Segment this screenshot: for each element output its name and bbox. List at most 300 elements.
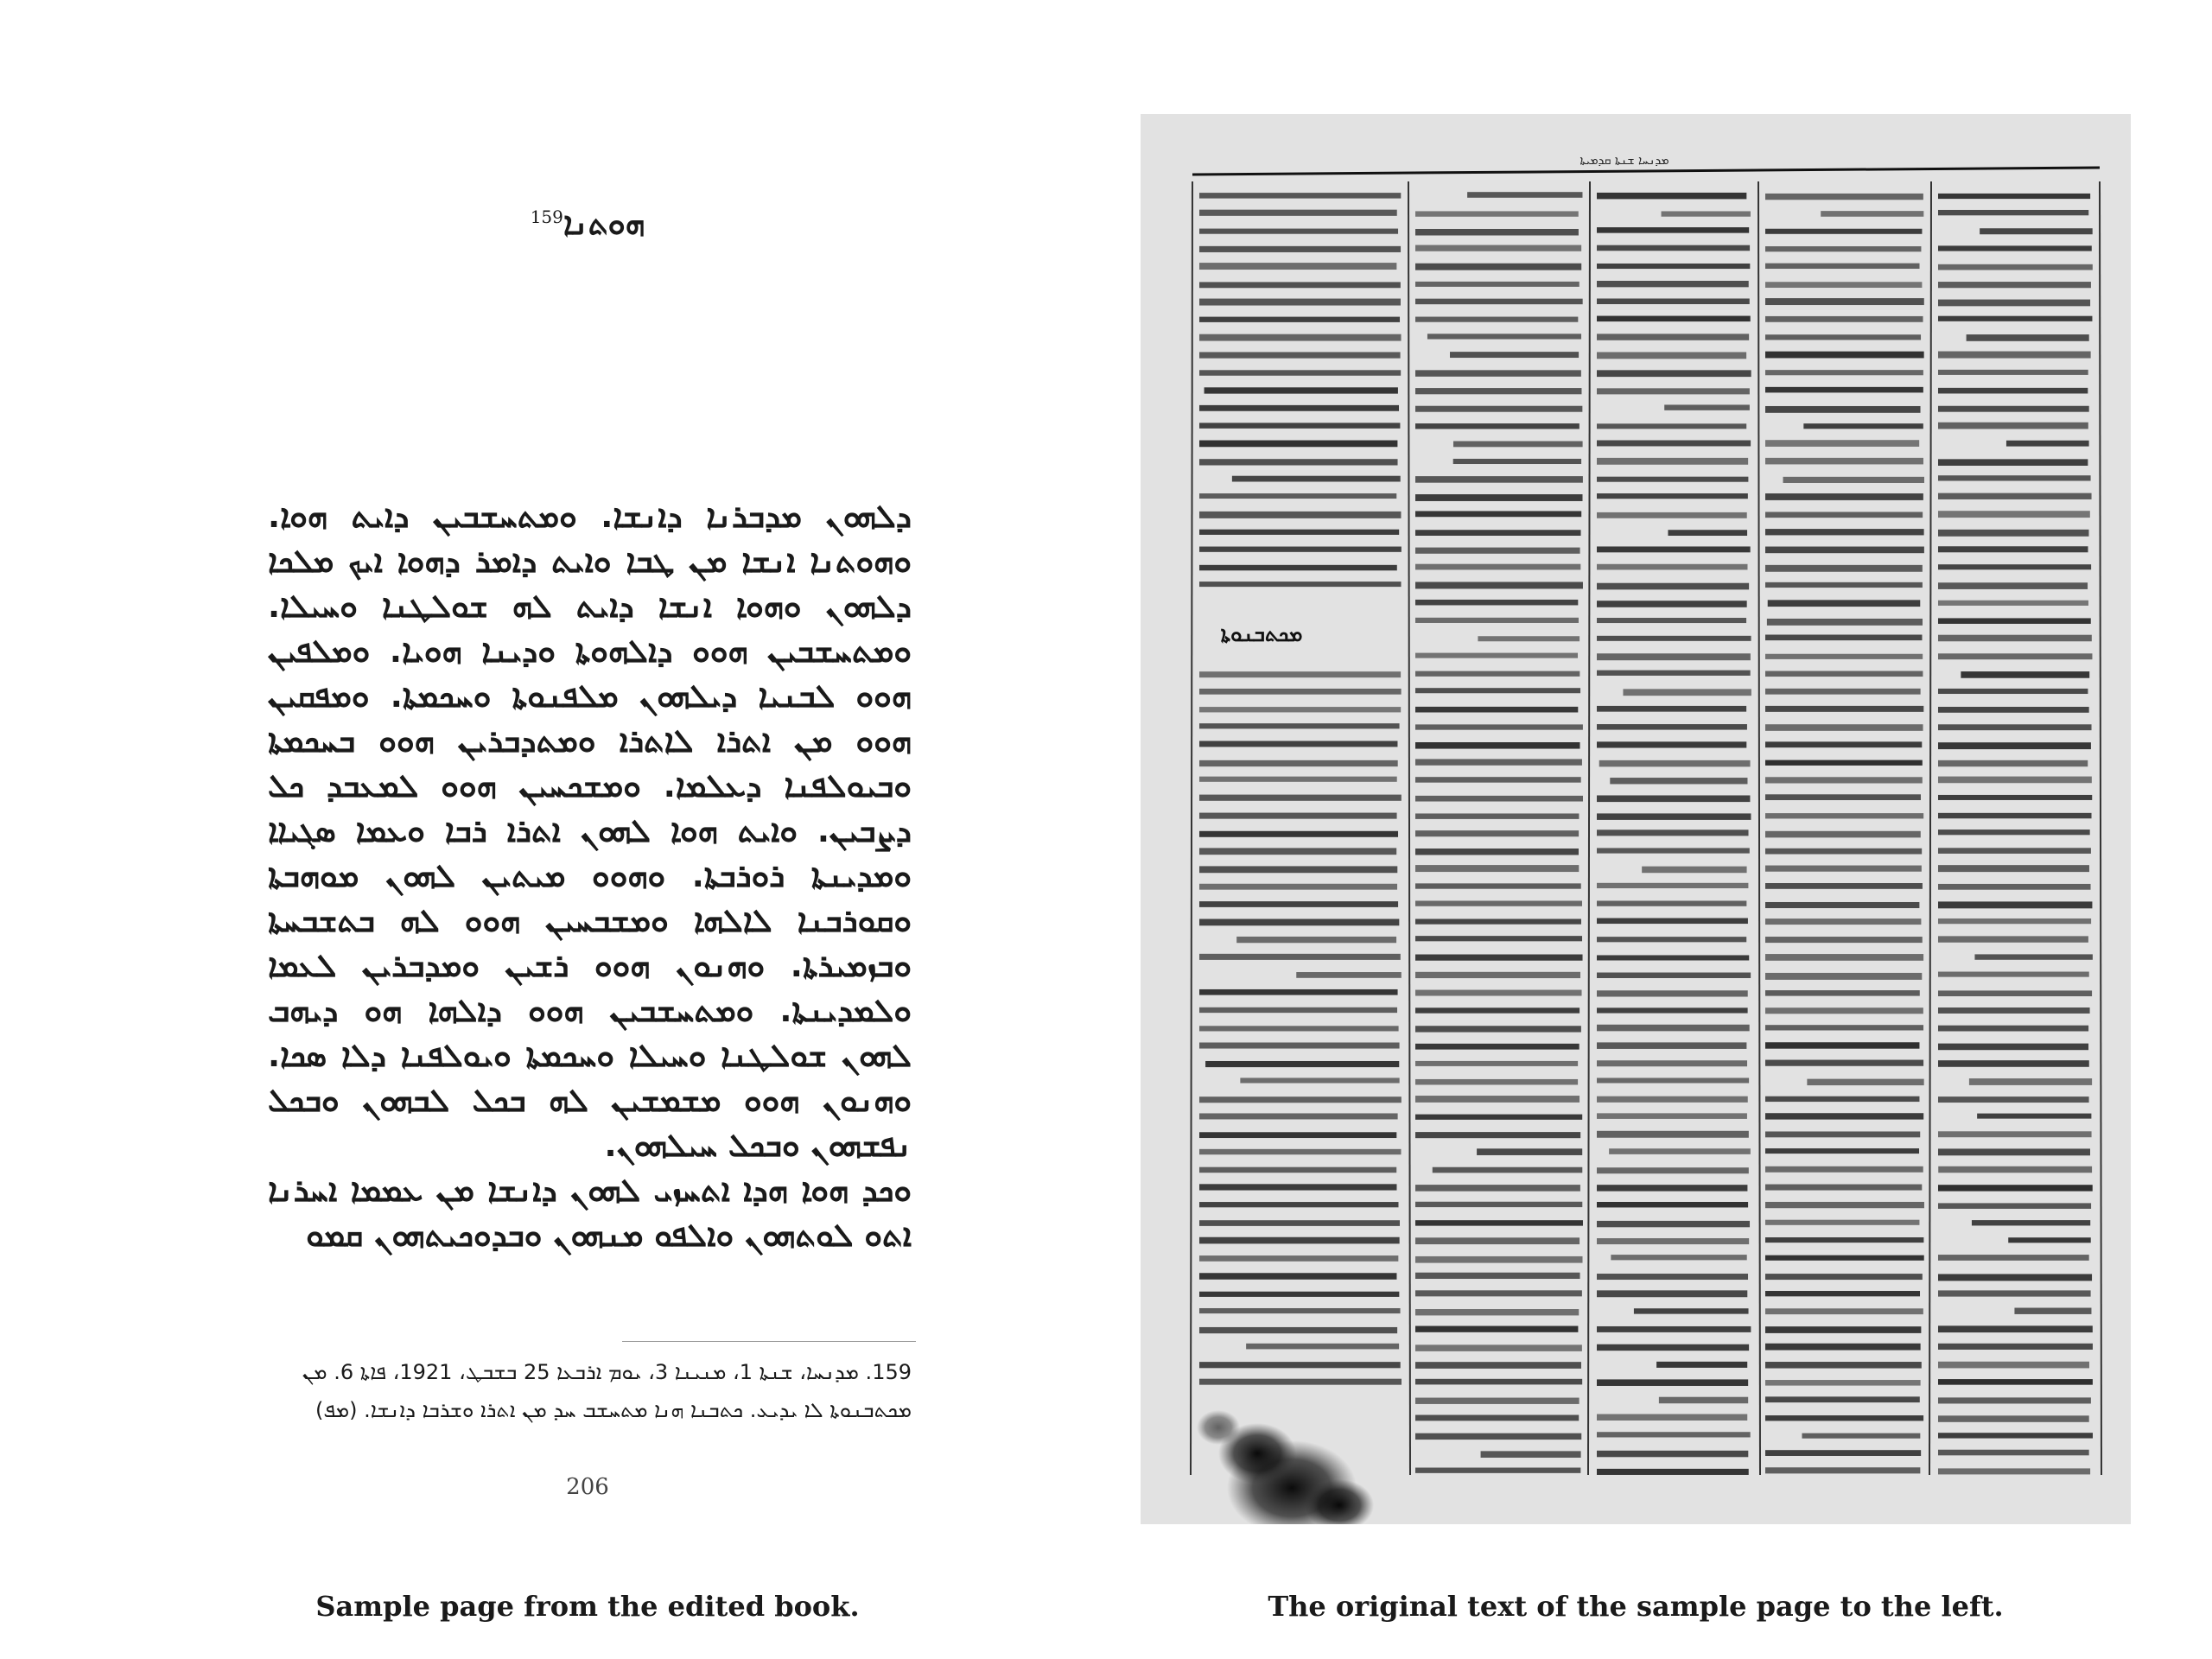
scan-text-line [1199,459,1398,465]
scan-text-line [1765,902,1919,908]
scan-text-line [1597,1414,1747,1421]
scan-text-line [1415,707,1578,713]
scan-text-line [1938,459,2088,466]
scan-text-line [1199,565,1397,570]
scan-text-line [1597,1113,1747,1119]
scan-text-line [1938,564,2091,569]
scan-column-rule [1588,181,1590,1475]
scan-text-line [1199,723,1400,728]
scan-text-line [1597,512,1747,518]
scan-text-line [1415,796,1583,802]
scan-text-line [1765,406,1921,413]
scan-text-line [1199,370,1401,375]
scan-text-line [1199,1184,1396,1190]
main-text [268,494,912,1258]
scan-text-line [1597,937,1746,942]
scan-text-line [1236,937,1396,943]
scan-text-line [1765,1042,1919,1048]
scan-text-line [1415,1185,1580,1192]
scan-text-line [1765,1344,1921,1351]
scan-text-line [1296,972,1402,978]
scan-text-line [1623,689,1751,696]
scan-text-line [1199,954,1401,960]
scan-text-line [1415,1132,1580,1138]
scan-text-line [1938,1044,2088,1051]
scan-text-line [1199,760,1398,766]
scan-text-line [1415,900,1582,906]
scan-text-line [1199,1255,1398,1262]
scan-text-line [1415,494,1582,501]
scan-text-line [1415,1237,1580,1244]
scan-text-line [1938,813,2092,818]
scan-text-line [1597,1238,1749,1244]
scan-text-line [1597,741,1746,747]
scan-text-line [1765,689,1921,695]
scan-text-line [1767,619,1923,626]
scan-text-line [1783,477,1924,483]
scan-text-line [1199,299,1401,306]
scan-masthead: ܡܕܢܚܐ ܫܢܬܐ ܩܕܡܝܬܐ [1580,154,1669,168]
scan-text-line [1415,830,1579,836]
scan-column-rule [1408,181,1410,1475]
scan-text-line [1597,1007,1748,1013]
scan-text-line [1765,937,1923,943]
scan-text-line [1938,689,2088,694]
scan-text-line [1597,1202,1748,1207]
scan-text-line [1803,423,1923,429]
scan-text-line [1415,530,1581,536]
scan-text-line [1199,193,1401,198]
scan-text-line [1938,918,2091,924]
scan-text-line [1961,671,2089,678]
scan-text-line [1415,1202,1582,1207]
scan-text-line [1668,530,1747,536]
scan-text-line [1938,1415,2089,1421]
footnote-line-2: ܡܟܬܒܢܘܬܐ ܠܐ ܝܕܝܥ. ܟܬܒܢܐ ܗܢܐ ܡܬܚܫܒ ܚܕ ܡܢ ܐܬܪܐ ܘܫܪܒܐ ܕܐܢܫܐ. (ܡܦ) [315,1398,912,1422]
scan-text-line [1597,370,1751,377]
scan-text-line [1765,1148,1919,1154]
scan-text-line [1597,281,1749,287]
scan-text-line [1415,653,1578,658]
scan-text-line [1938,1203,2091,1209]
scan-text-line [1415,1344,1582,1351]
scan-text-line [1765,440,1919,447]
scan-text-line [1765,370,1923,375]
caption-right: The original text of the sample page to the left. [1268,1590,2004,1623]
scan-text-line [1765,724,1923,731]
paragraph-2: ܘܟܕ ܗܘܐ ܗܕܐ ܐܬܚܙܝ ܠܗܘܢ ܕܐܢܫܐ ܡܢ ܥܡܡܐ ܐܚܪܢܐ ܐܬܘ ܠܘܬܗܘܢ ܘܐܠܦܘ ܡܢܗܘܢ ܘܒܕܘܟܝܬܗܘܢ ܩܡܘ [268,1172,912,1254]
scan-text-line [1415,1379,1582,1385]
caption-left: Sample page from the edited book. [315,1590,860,1623]
scan-text-line [1609,1148,1751,1154]
scan-text-line [1597,477,1748,482]
scan-text-line [1597,1221,1750,1227]
scan-text-line [1938,884,2091,890]
scan-text-line [1938,1325,2093,1332]
scan-text-line [1199,848,1396,855]
scan-text-line [1597,830,1749,836]
scan-text-line [1765,777,1923,783]
scan-text-line [1597,636,1751,641]
scan-text-line [1415,1415,1579,1421]
scan-text-line [1974,954,2092,959]
scan-text-line [1938,848,2091,854]
scan-text-line [1938,1468,2090,1474]
scan-text-line [1765,1202,1924,1208]
scan-text-line [1240,1077,1399,1083]
scan-text-line [1199,795,1402,801]
scan-text-line [1938,777,2092,784]
scan-text-line [1765,229,1922,234]
scan-text-line [1765,565,1923,572]
scan-text-line [1765,493,1923,500]
scan-text-line [1938,1450,2089,1456]
scan-text-line [1611,1255,1746,1260]
scan-text-line [1205,387,1398,393]
scan-text-line [1765,1255,1924,1261]
scan-text-line [1656,1362,1747,1368]
chapter-title-text: ܗܘܬܢܐ [563,206,645,242]
scan-text-line [1980,228,2093,234]
scan-text-line [1415,1468,1580,1473]
scan-text-line [1415,955,1583,961]
scan-text-line [1938,546,2088,552]
scan-text-line [1597,264,1750,269]
scan-text-line [1765,512,1923,518]
scan-text-line [1415,1079,1578,1085]
scan-text-line [1415,317,1578,322]
scan-text-line [1938,618,2091,624]
scan-text-line [1597,1344,1749,1351]
scan-text-line [1765,760,1923,766]
scan-text-line [1765,741,1922,747]
scan-text-line [1597,458,1748,465]
scan-text-line [1415,918,1581,924]
scan-text-line [1199,901,1398,907]
scan-text-line [1938,1166,2092,1173]
scan-text-line [1199,741,1397,747]
scan-text-line [1415,511,1581,517]
scan-text-line [1765,635,1922,641]
scan-text-line [1597,1060,1747,1066]
scan-text-line [1972,1220,2090,1225]
scan-text-line [1199,919,1399,926]
scan-text-line [1938,245,2092,251]
scan-text-line [1938,582,2088,589]
scan-text-line [1199,1149,1401,1154]
scan-text-line [1199,493,1396,499]
scan-text-line [1765,529,1924,535]
scan-text-line [1765,849,1922,855]
scan-text-line [1765,1362,1922,1369]
scan-text-line [1765,1220,1919,1225]
scan-text-line [1597,193,1746,199]
scan-text-line [1765,990,1920,996]
scan-text-line [1938,601,2088,606]
scan-text-line [1938,370,2088,375]
scan-text-line [1938,1185,2093,1191]
scan-text-line [1765,1185,1922,1191]
scan-text-line [1415,1290,1582,1296]
scan-text-line [1199,1007,1397,1013]
scan-text-line [1232,476,1401,482]
scan-text-line [1938,1131,2092,1137]
scan-text-line [1597,583,1749,590]
footnote [268,1353,912,1429]
scan-text-line [1415,299,1583,305]
scan-text-line [2006,441,2089,447]
scan-text-line [1597,1379,1748,1386]
scan-text-line [1599,760,1751,767]
scan-text-line [1199,547,1402,552]
scan-text-line [1597,546,1751,552]
scan-text-line [1415,1044,1580,1050]
scan-text-line [1415,245,1581,251]
scan-text-line [1765,547,1924,554]
scan-text-line [1597,990,1748,996]
scan-text-line [1938,388,2088,394]
scan-text-line [1938,423,2088,429]
scan-text-line [1597,601,1747,607]
scan-image [1141,114,2131,1524]
scan-text-line [1765,1291,1920,1296]
scan-text-line [1597,918,1748,925]
scan-text-line [1415,1256,1583,1263]
scan-text-line [1938,352,2091,359]
scan-text-line [1938,316,2092,321]
scan-text-line [1199,1308,1401,1313]
scan-text-line [1765,706,1923,712]
scan-text-line [1659,1397,1748,1403]
scan-text-line [1415,1309,1579,1315]
scan-text-line [1199,405,1399,411]
scan-text-line [1938,264,2093,270]
scan-text-line [1597,1451,1748,1457]
scan-text-line [1765,883,1923,889]
scan-text-line [1765,954,1923,961]
scan-text-line [1938,511,2090,518]
scan-text-line [1597,1469,1749,1475]
scan-text-line [1478,636,1580,641]
footnote-line-1: 159. ܡܕܢܚܐ، ܫܢܬܐ 1، ܡܢܝܢܐ 3، ܝܘܡ ܐܪܒܥܐ 25 ܒܫܒܛ، 1921، ܦܐܬܐ 6. ܡܢ [302,1360,912,1384]
scan-text-line [1938,865,2089,872]
scan-text-line [1415,406,1582,412]
scan-text-line [1597,973,1751,978]
scan-text-line [1802,1433,1920,1439]
scan-text-line [1199,707,1401,712]
scan-text-line [1199,1362,1401,1368]
scan-text-line [1199,1379,1402,1385]
scan-text-line [1938,830,2090,835]
scan-text-line [1938,707,2089,713]
footnote-reference: 159 [530,207,563,227]
scan-text-line [1765,264,1920,269]
scan-column-rule [1929,181,1931,1475]
chapter-title [259,206,916,243]
scan-text-line [1415,865,1579,872]
scan-text-line [1199,989,1398,995]
scan-text-line [1415,742,1580,749]
scan-text-line [1597,848,1750,853]
scan-text-line [1765,918,1921,925]
scan-text-line [1415,1061,1578,1066]
scan-text-line [1597,671,1751,676]
scan-text-line [1938,990,2092,996]
scan-text-line [1597,1131,1749,1138]
scan-text-line [1938,530,2088,537]
scan-text-line [1467,192,1582,198]
scan-text-line [1938,760,2088,766]
scan-text-line [1415,1433,1581,1440]
scan-text-line [1199,423,1400,428]
scan-text-line [1597,618,1746,623]
scan-text-line [1199,246,1401,252]
scan-text-line [1597,298,1750,304]
scan-text-line [1765,1113,1923,1119]
scan-text-line [1765,334,1921,340]
scan-text-line [1415,1096,1580,1103]
scan-text-line [1199,1237,1400,1244]
scan-text-line [1199,317,1400,322]
scan-text-line [1199,582,1402,587]
scan-text-line [1433,1167,1583,1173]
scan-text-line [1597,227,1749,233]
scan-text-line [1597,564,1747,570]
scan-text-line [1938,1148,2090,1155]
scan-text-line [1597,316,1751,322]
scan-text-line [1199,884,1397,890]
scan-text-line [1765,1166,1923,1173]
scan-text-line [1453,459,1581,464]
scan-text-line [1199,689,1402,695]
scan-text-line [1597,245,1750,251]
scan-text-line [1481,1451,1581,1458]
scan-text-line [1938,1362,2089,1369]
scan-text-line [1765,316,1923,322]
scan-text-line [1765,582,1923,588]
scan-text-line [1597,883,1748,888]
scan-text-line [1807,1079,1923,1085]
scan-text-line [1765,794,1921,800]
scan-text-line [1597,1274,1748,1280]
scan-text-line [1415,1026,1581,1032]
scan-text-line [1597,1432,1751,1437]
scan-text-line [1597,1042,1746,1049]
scan-text-line [2008,1237,2090,1243]
scan-text-line [1597,334,1749,340]
scan-text-line [1415,423,1580,429]
scan-text-line [1938,1274,2092,1281]
scan-text-line [1610,778,1747,784]
scan-text-line [1199,671,1401,677]
scan-text-line [1415,229,1579,236]
scan-text-line [1938,653,2092,659]
scan-text-line [1765,831,1921,838]
scan-text-line [1938,724,2092,730]
scan-text-line [1765,1025,1923,1030]
scan-text-line [1199,813,1397,819]
scan-text-line [1415,388,1581,394]
scan-text-line [1765,458,1923,465]
scan-text-line [1765,1467,1920,1473]
scan-text-line [1765,1096,1919,1102]
scan-text-line [1199,1292,1399,1297]
scan-text-line [1199,263,1396,270]
scan-text-line [1938,1433,2093,1438]
scan-text-line [1765,1007,1923,1014]
scan-text-line [1199,1220,1400,1226]
scan-text-line [1415,724,1583,729]
scan-text-line [1938,475,2091,480]
scan-text-line [1765,1380,1921,1386]
scan-text-line [1765,973,1922,980]
scan-text-line [1938,635,2092,642]
scan-text-line [1450,352,1579,358]
scan-text-line [1415,990,1582,996]
scan-text-line [1597,706,1746,712]
scan-text-line [1415,777,1581,782]
scan-text-line [1597,1025,1750,1032]
scan-column-rule [1191,181,1192,1475]
scan-text-line [1938,194,2090,199]
scan-text-line [1765,298,1924,305]
scan-text-line [1415,476,1583,483]
scan-text-line [1415,1007,1580,1013]
scan-text-line [1199,1202,1398,1207]
scan-text-line [1427,334,1581,339]
scan-text-line [1938,1379,2093,1385]
scan-text-line [1199,441,1397,448]
scan-text-line [1765,671,1923,677]
scan-text-line [1938,1060,2089,1067]
scan-text-line [1415,370,1581,376]
scan-text-line [1415,1362,1581,1369]
scan-text-line [1415,211,1579,216]
scan-text-line [1199,1273,1396,1280]
scan-text-line [1415,548,1580,554]
scan-text-line [1415,813,1579,818]
scan-text-line [1199,1096,1402,1103]
scan-text-line [1415,582,1583,588]
scan-column-rule [2100,181,2101,1475]
scan-text-line [1938,1344,2093,1350]
scan-text-line [1199,1167,1396,1173]
scan-text-line [1938,795,2092,800]
scan-text-line [1597,724,1747,730]
scan-text-line [1938,972,2089,977]
scan-text-line [1205,1061,1399,1067]
scan-text-line [1765,387,1923,393]
original-newspaper-scan [1141,114,2131,1524]
scan-text-line [1938,1290,2091,1296]
scan-text-line [1938,1255,2089,1261]
scan-text-line [1415,1326,1578,1332]
scan-text-line [1938,1026,2088,1032]
scan-text-line [1765,654,1923,659]
scan-text-line [1765,1308,1923,1314]
scan-text-line [1199,1113,1398,1119]
scan-text-line [1415,1220,1583,1225]
scan-text-line [1199,1132,1396,1138]
scan-text-line [1597,423,1746,429]
scan-text-line [1597,1290,1747,1297]
scan-text-line [1597,813,1751,819]
scan-text-line [1597,1096,1748,1103]
scan-text-line [1765,866,1922,872]
footnote-divider [622,1341,916,1342]
scan-text-line [1938,1397,2091,1403]
scan-text-line [1938,901,2092,908]
